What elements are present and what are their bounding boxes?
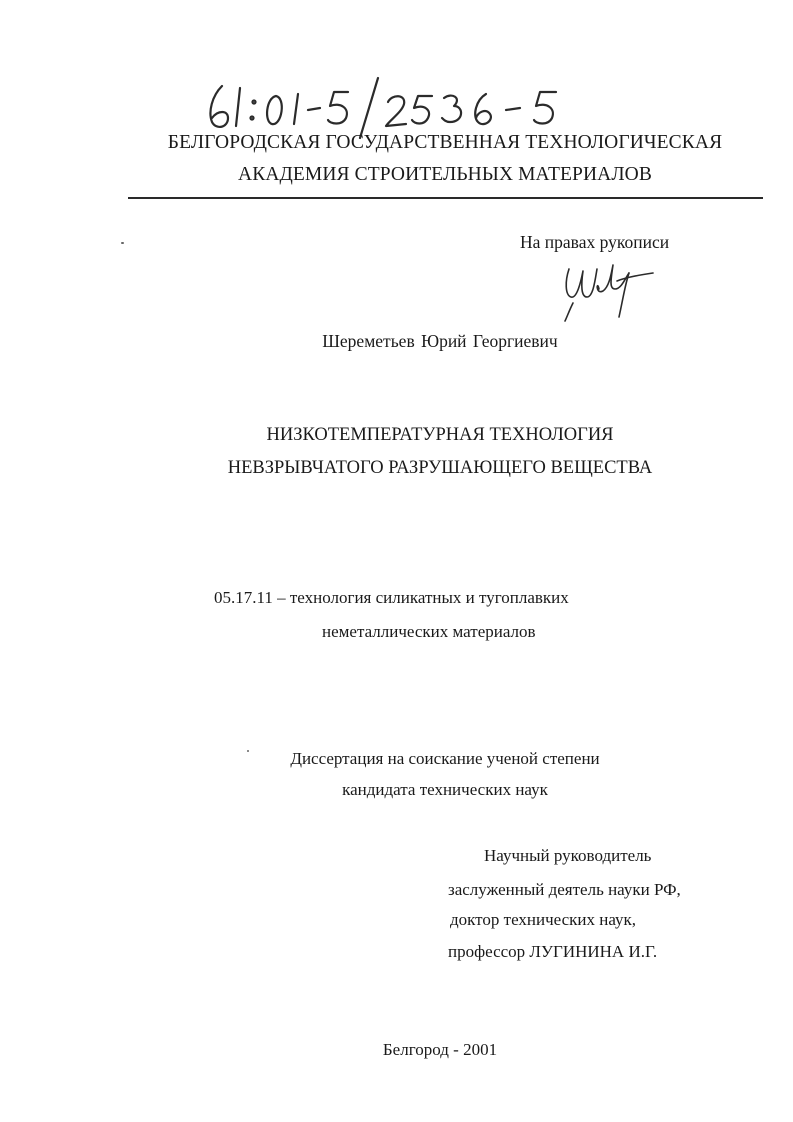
manuscript-rights-note: На правах рукописи [520,232,670,252]
degree-statement-line2: кандидата технических наук [342,780,548,799]
supervisor-name: профессор ЛУГИНИНА И.Г. [448,942,658,961]
supervisor-degree: доктор технических наук, [450,910,637,929]
signature-icon [555,255,670,325]
supervisor-heading: Научный руководитель [484,846,652,865]
specialty-code-line2: неметаллических материалов [322,622,536,641]
place-and-year: Белгород - 2001 [382,1040,498,1059]
institution-name-line2: АКАДЕМИЯ СТРОИТЕЛЬНЫХ МАТЕРИАЛОВ [238,164,652,185]
institution-name-line1: БЕЛГОРОДСКАЯ ГОСУДАРСТВЕННАЯ ТЕХНОЛОГИЧЕСКАЯ [167,132,723,153]
degree-statement-line1: Диссертация на соискание ученой степени [290,749,600,768]
author-name: Шереметьев Юрий Георгиевич [322,331,558,351]
scan-speck [121,242,124,244]
dissertation-title-line2: НЕВЗРЫВЧАТОГО РАЗРУШАЮЩЕГО ВЕЩЕСТВА [227,458,653,478]
supervisor-honorary-title: заслуженный деятель науки РФ, [448,880,681,899]
specialty-code-line1: 05.17.11 – технология силикатных и тугоплавких [214,588,569,607]
header-divider [128,197,763,199]
dissertation-title-line1: НИЗКОТЕМПЕРАТУРНАЯ ТЕХНОЛОГИЯ [266,425,614,445]
